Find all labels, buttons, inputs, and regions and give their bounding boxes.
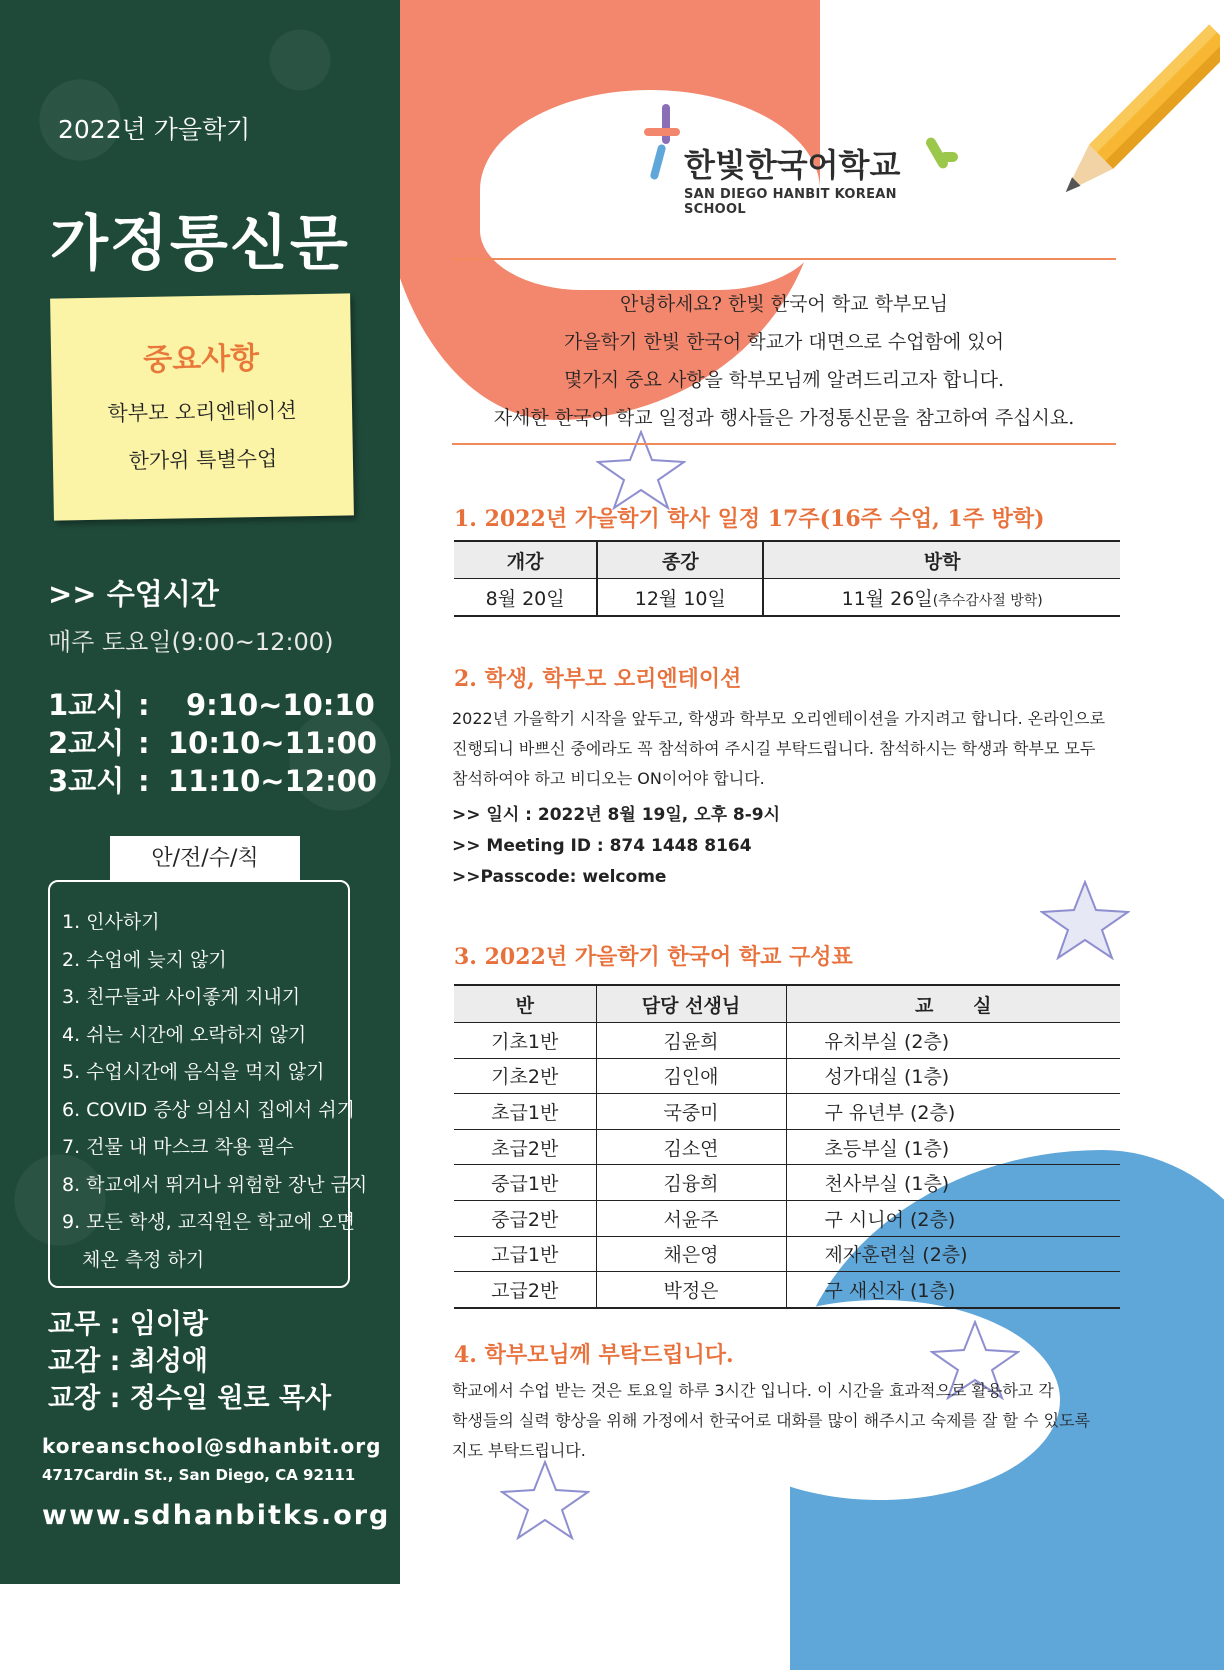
page-title: 가정통신문 xyxy=(50,209,350,279)
important-item: 학부모 오리엔테이션 xyxy=(107,398,297,426)
paragraph-line: 지도 부탁드립니다. xyxy=(452,1441,586,1460)
class-name: 초급2반 xyxy=(454,1129,596,1165)
section1-heading: 1. 2022년 가을학기 학사 일정 17주(16주 수업, 1주 방학) xyxy=(454,506,1045,532)
staff-item: 교감 : 최성애 xyxy=(48,1346,209,1377)
staff-item: 교장 : 정수일 원로 목사 xyxy=(48,1383,332,1414)
classroom: 천사부실 (1층) xyxy=(786,1165,1120,1201)
teacher-name: 박정은 xyxy=(596,1272,786,1308)
star-icon xyxy=(1040,880,1130,960)
staff-item: 교무 : 임이랑 xyxy=(48,1309,209,1340)
teacher-name: 서윤주 xyxy=(596,1200,786,1236)
class-time-heading: >> 수업시간 xyxy=(48,577,219,611)
classroom: 성가대실 (1층) xyxy=(786,1058,1120,1094)
teacher-name: 김융희 xyxy=(596,1165,786,1201)
schedule-start: 8월 20일 xyxy=(454,579,597,617)
important-item: 한가위 특별수업 xyxy=(128,446,278,474)
period-row: 1교시 : 9:10~10:10 xyxy=(48,688,375,722)
contact-email[interactable]: koreanschool@sdhanbit.org xyxy=(42,1434,382,1458)
left-panel xyxy=(0,0,400,1584)
table-header: 종강 xyxy=(597,541,763,579)
paragraph-line: 참석하여야 하고 비디오는 ON이어야 합니다. xyxy=(452,769,765,788)
safety-rule: 9. 모든 학생, 교직원은 학교에 오면 xyxy=(62,1211,355,1233)
paragraph-line: 학생들의 실력 향상을 위해 가정에서 한국어로 대화를 많이 해주시고 숙제를 잘 할 수 있도록 xyxy=(452,1411,1090,1430)
schedule-end: 12월 10일 xyxy=(597,579,763,617)
section4-heading: 4. 학부모님께 부탁드립니다. xyxy=(454,1342,734,1368)
safety-rule: 2. 수업에 늦지 않기 xyxy=(62,948,227,971)
intro-message xyxy=(452,285,1116,437)
meeting-id[interactable]: >> Meeting ID : 874 1448 8164 xyxy=(452,836,752,856)
safety-rules-label: 안/전/수/칙 xyxy=(110,836,300,882)
class-time-weekly: 매주 토요일(9:00~12:00) xyxy=(48,628,334,656)
logo-leaf-icon xyxy=(924,130,964,180)
logo-english-name: SAN DIEGO HANBIT KOREAN SCHOOL xyxy=(684,187,897,217)
classroom: 제자훈련실 (2층) xyxy=(786,1236,1120,1272)
table-row xyxy=(454,1200,1120,1236)
table-header: 방학 xyxy=(763,541,1120,579)
table-header: 교 실 xyxy=(786,985,1120,1023)
safety-rule: 4. 쉬는 시간에 오락하지 않기 xyxy=(62,1023,307,1046)
safety-rule: 1. 인사하기 xyxy=(62,911,160,933)
class-name: 기초1반 xyxy=(454,1023,596,1059)
intro-line: 안녕하세요? 한빛 한국어 학교 학부모님 xyxy=(619,293,948,315)
important-heading: 중요사항 xyxy=(142,340,260,379)
class-name: 초급1반 xyxy=(454,1094,596,1130)
teacher-name: 김인애 xyxy=(596,1058,786,1094)
class-name: 중급1반 xyxy=(454,1165,596,1201)
table-row xyxy=(454,1129,1120,1165)
staff-list xyxy=(48,1306,331,1417)
table-row xyxy=(454,579,1120,617)
school-logo xyxy=(640,100,960,217)
meeting-date: >> 일시 : 2022년 8월 19일, 오후 8-9시 xyxy=(452,805,781,825)
safety-rule: 6. COVID 증상 의심시 집에서 쉬기 xyxy=(62,1098,355,1121)
paragraph-line: 학교에서 수업 받는 것은 토요일 하루 3시간 입니다. 이 시간을 효과적으로 활용하고 각 xyxy=(452,1381,1054,1400)
safety-rule: 8. 학교에서 뛰거나 위험한 장난 금지 xyxy=(62,1173,368,1196)
table-row xyxy=(454,1272,1120,1308)
teacher-name: 김윤희 xyxy=(596,1023,786,1059)
important-note xyxy=(50,293,354,520)
star-icon xyxy=(500,1460,590,1540)
safety-rules-box xyxy=(48,880,368,1288)
teacher-name: 김소연 xyxy=(596,1129,786,1165)
table-row xyxy=(454,1165,1120,1201)
teacher-name: 채은영 xyxy=(596,1236,786,1272)
divider xyxy=(452,258,1116,260)
website-link[interactable]: www.sdhanbitks.org xyxy=(42,1500,391,1531)
table-header: 개강 xyxy=(454,541,597,579)
safety-rule: 체온 측정 하기 xyxy=(82,1248,205,1271)
safety-rule: 7. 건물 내 마스크 착용 필수 xyxy=(62,1136,294,1158)
intro-line: 가을학기 한빛 한국어 학교가 대면으로 수업함에 있어 xyxy=(563,331,1005,353)
divider xyxy=(452,443,1116,445)
intro-line: 자세한 한국어 학교 일정과 행사들은 가정통신문을 참고하여 주십시요. xyxy=(493,407,1075,429)
pencil-icon xyxy=(1050,20,1220,220)
section2-heading: 2. 학생, 학부모 오리엔테이션 xyxy=(454,666,742,692)
paragraph-line: 진행되니 바쁘신 중에라도 꼭 참석하여 주시길 부탁드립니다. 참석하시는 학생과 학부모 모두 xyxy=(452,739,1096,758)
meeting-passcode[interactable]: >>Passcode: welcome xyxy=(452,867,667,887)
class-name: 기초2반 xyxy=(454,1058,596,1094)
break-note: (추수감사절 방학) xyxy=(932,592,1043,609)
contact-address: 4717Cardin St., San Diego, CA 92111 xyxy=(42,1466,356,1484)
safety-rule: 3. 친구들과 사이좋게 지내기 xyxy=(62,986,301,1008)
request-paragraph xyxy=(452,1376,1124,1466)
teacher-name: 국중미 xyxy=(596,1094,786,1130)
star-icon xyxy=(596,430,686,510)
period-list xyxy=(48,686,377,800)
classroom: 구 유년부 (2층) xyxy=(786,1094,1120,1130)
class-name: 고급2반 xyxy=(454,1272,596,1308)
classroom: 구 시니어 (2층) xyxy=(786,1200,1120,1236)
class-table xyxy=(454,984,1120,1309)
table-row xyxy=(454,1236,1120,1272)
class-name: 중급2반 xyxy=(454,1200,596,1236)
logo-korean-name: 한빛한국어학교 xyxy=(684,146,901,184)
table-header: 반 xyxy=(454,985,596,1023)
meeting-info xyxy=(452,800,780,893)
semester-label: 2022년 가을학기 xyxy=(58,115,251,144)
logo-mark-icon xyxy=(640,100,684,184)
class-name: 고급1반 xyxy=(454,1236,596,1272)
classroom: 구 새신자 (1층) xyxy=(786,1272,1120,1308)
classroom: 유치부실 (2층) xyxy=(786,1023,1120,1059)
table-row xyxy=(454,1058,1120,1094)
table-row xyxy=(454,1023,1120,1059)
safety-rule: 5. 수업시간에 음식을 먹지 않기 xyxy=(62,1061,325,1083)
intro-line: 몇가지 중요 사항을 학부모님께 알려드리고자 합니다. xyxy=(563,369,1005,391)
period-row: 3교시 : 11:10~12:00 xyxy=(48,764,377,798)
paragraph-line: 2022년 가을학기 시작을 앞두고, 학생과 학부모 오리엔테이션을 가지려고 합니다. 온라인으로 xyxy=(452,709,1106,728)
classroom: 초등부실 (1층) xyxy=(786,1129,1120,1165)
table-header: 담당 선생님 xyxy=(596,985,786,1023)
schedule-break: 11월 26일(추수감사절 방학) xyxy=(763,579,1120,617)
orientation-paragraph xyxy=(452,704,1124,794)
table-row xyxy=(454,1094,1120,1130)
section3-heading: 3. 2022년 가을학기 한국어 학교 구성표 xyxy=(454,944,853,970)
schedule-table xyxy=(454,540,1120,617)
period-row: 2교시 : 10:10~11:00 xyxy=(48,726,377,760)
